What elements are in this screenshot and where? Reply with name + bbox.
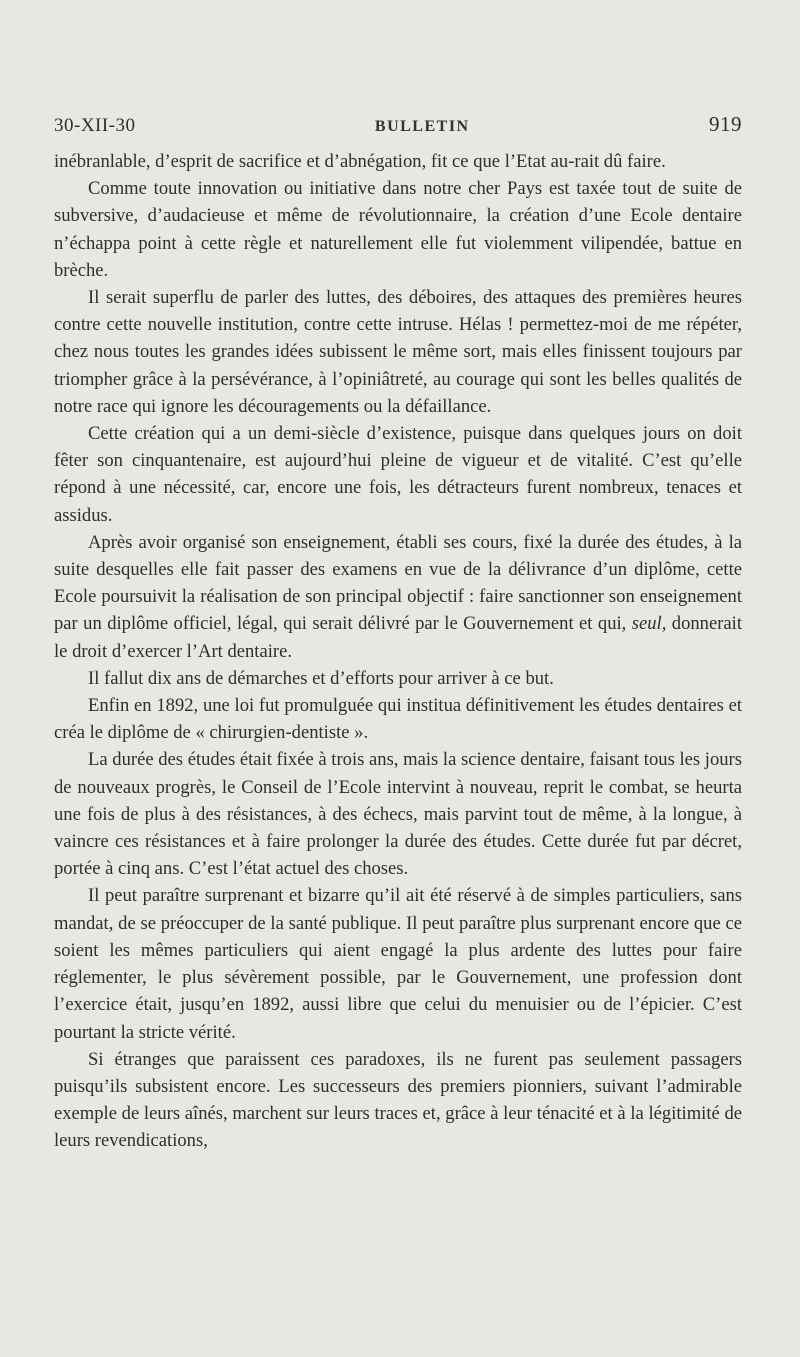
paragraph bbox=[54, 148, 742, 175]
paragraph-text: Il fallut dix ans de démarches et d’efforts pour arriver à ce but. bbox=[88, 667, 554, 689]
paragraph bbox=[54, 882, 742, 1045]
paragraph bbox=[54, 175, 742, 284]
emphasis-text: seul, bbox=[631, 613, 667, 635]
paragraph bbox=[54, 529, 742, 665]
paragraph bbox=[54, 746, 742, 882]
paragraph bbox=[54, 665, 742, 692]
paragraph-text: Si étranges que paraissent ces paradoxes, ils ne furent pas seulement passagers puisqu’ils subsistent encore. Les successeurs des premiers pionniers, suivant l’admirable exemple de leurs aînés, marchent sur leurs traces et, grâce à leur ténacité et à la légitimité de leurs revendications, bbox=[54, 1048, 742, 1152]
running-head bbox=[54, 112, 742, 148]
paragraph-text: Il peut paraître surprenant et bizarre qu’il ait été réservé à de simples particuliers, sans mandat, de se préoccuper de la santé publique. Il peut paraître plus surprenant encore que ce soient les mêmes particuliers qui aient engagé la plus ardente des luttes pour faire réglementer, le plus sévèrement possible, par le Gouvernement, une profession dont l’exercice était, jusqu’en 1892, aussi libre que celui du menuisier ou de l’épicier. C’est pourtant la stricte vérité. bbox=[54, 885, 742, 1043]
paragraph-text: La durée des études était fixée à trois ans, mais la science dentaire, faisant tous les jours de nouveaux progrès, le Conseil de l’Ecole intervint à nouveau, reprit le combat, se heurta une fois de plus à des résistances, à des échecs, mais parvint tout de même, à la longue, à vaincre ces résistances et à faire prolonger la durée des études. Cette durée fut par décret, portée à cinq ans. C’est l’état actuel des choses. bbox=[54, 749, 742, 880]
paragraph-text: inébranlable, d’esprit de sacrifice et d’abnégation, fit ce que l’Etat au-rait dû faire. bbox=[54, 151, 666, 172]
header-title: BULLETIN bbox=[374, 118, 470, 135]
body-text bbox=[54, 148, 742, 1155]
page bbox=[54, 112, 742, 1155]
paragraph bbox=[54, 284, 742, 420]
paragraph-text: Après avoir organisé son enseignement, établi ses cours, fixé la durée des études, à la suite desquelles elle fait passer des examens en vue de la délivrance d’un diplôme, cette Ecole poursuivit la réalisation de son principal objectif : faire sanctionner son enseignement par un diplôme officiel, légal, qui serait délivré par le Gouvernement et qui, bbox=[54, 531, 742, 635]
paragraph-text: Comme toute innovation ou initiative dans notre cher Pays est taxée tout de suite de subversive, d’audacieuse et même de révolutionnaire, la création d’une Ecole dentaire n’échappa point à cette règle et naturellement elle fut violemment vilipendée, battue en brèche. bbox=[54, 178, 742, 281]
header-date: 30-XII-30 bbox=[54, 115, 136, 136]
paragraph-text: Il serait superflu de parler des luttes, des déboires, des attaques des premières heures contre cette nouvelle institution, contre cette intruse. Hélas ! permettez-moi de me répéter, chez nous toutes les grandes idées subissent le même sort, mais elles finissent toujours par triompher grâce à la persévérance, à l’opiniâtreté, au courage qui sont les belles qualités de notre race qui ignore les découragements ou la défaillance. bbox=[54, 287, 742, 417]
paragraph-text: donnerait le droit d’exercer l’Art dentaire. bbox=[54, 613, 743, 662]
paragraph bbox=[54, 1046, 742, 1155]
paragraph bbox=[54, 420, 742, 529]
page-number: 919 bbox=[708, 112, 742, 136]
paragraph-text: Cette création qui a un demi-siècle d’existence, puisque dans quelques jours on doit fêter son cinquantenaire, est aujourd’hui pleine de vigueur et de vitalité. C’est qu’elle répond à une nécessité, car, encore une fois, les détracteurs furent nombreux, tenaces et assidus. bbox=[54, 423, 742, 526]
paragraph-text: Enfin en 1892, une loi fut promulguée qui institua définitivement les études dentaires et créa le diplôme de « chirurgien-dentiste ». bbox=[54, 695, 742, 744]
paragraph bbox=[54, 692, 742, 746]
